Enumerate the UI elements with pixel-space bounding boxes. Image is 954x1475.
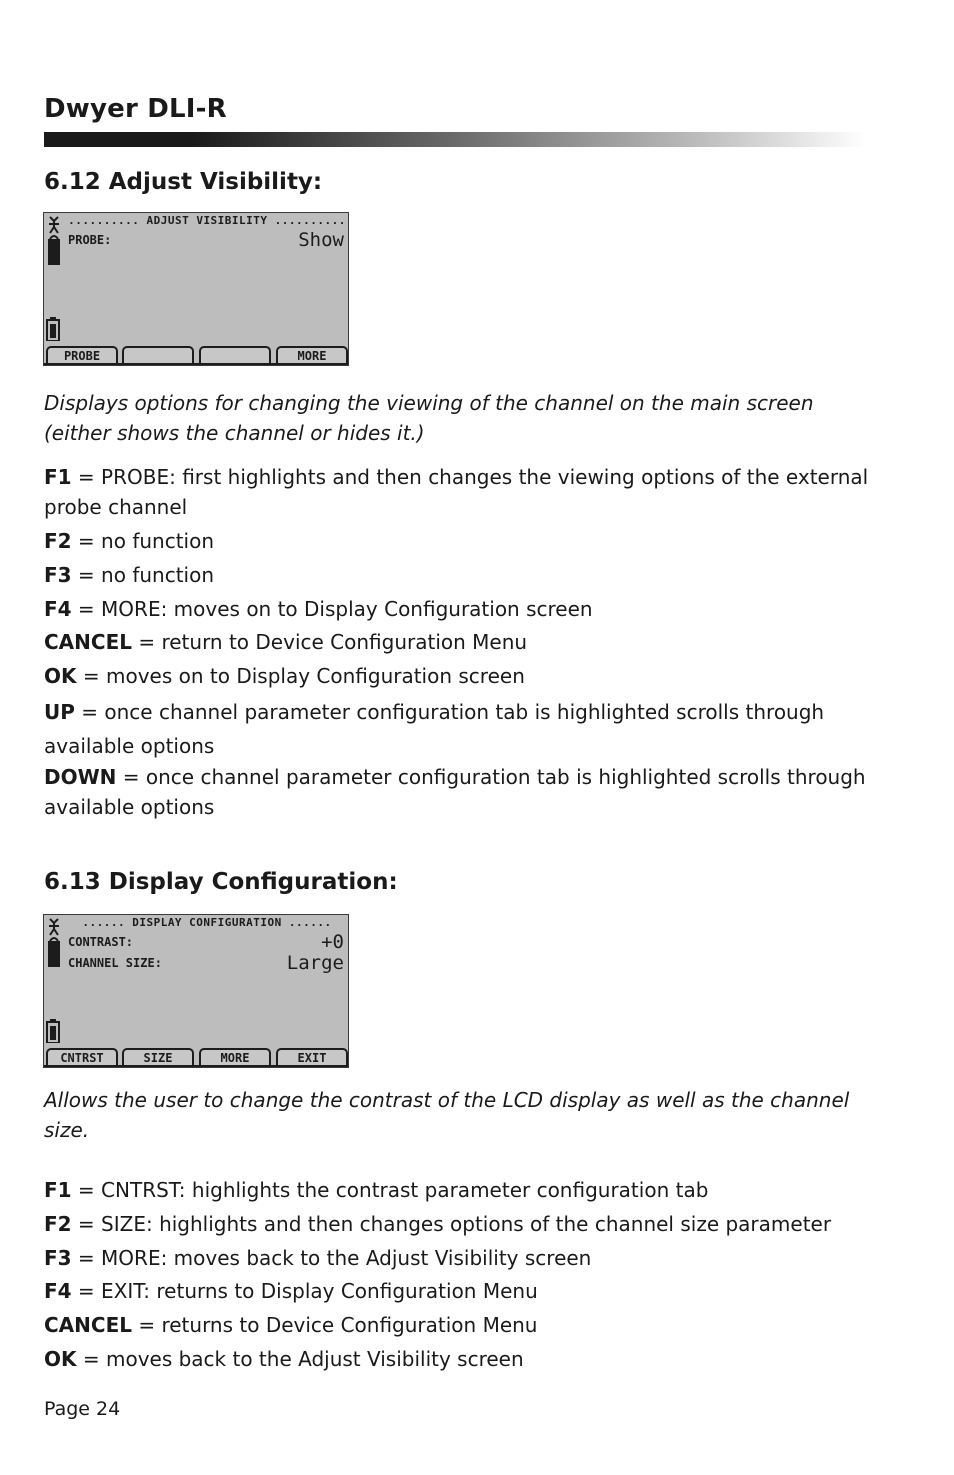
section-title-display-configuration: 6.13 Display Configuration: [44,869,398,895]
key-description [44,1276,874,1306]
softkey-baseline [44,1065,348,1067]
key-name: CANCEL [44,630,132,654]
key-description [44,695,874,763]
key-text: = SIZE: highlights and then changes options of the channel size parameter [71,1212,832,1236]
key-text: = moves back to the Adjust Visibility screen [76,1347,524,1371]
lcd-screen-adjust-visibility [43,212,349,366]
lcd-label: CHANNEL SIZE: [68,956,162,970]
softkey-f1[interactable]: PROBE [46,346,118,363]
key-description [44,594,874,624]
key-name: DOWN [44,765,117,789]
lcd-row-contrast [68,931,344,953]
lcd-row-channel-size [68,952,344,974]
probe-and-lock-icon [46,917,62,967]
softkey-f3[interactable] [199,346,271,363]
lcd-title: .......... ADJUST VISIBILITY .......... [68,214,346,227]
key-text: = MORE: moves back to the Adjust Visibility screen [71,1246,592,1270]
key-description [44,1243,874,1273]
key-text: = PROBE: first highlights and then changes the viewing options of the external probe channel [44,465,869,519]
key-name: F1 [44,465,72,489]
key-text: = no function [71,563,215,587]
battery-icon [46,1019,60,1043]
lcd-value: +0 [321,931,344,953]
lcd-label: CONTRAST: [68,935,134,949]
lcd-row-probe [68,229,344,251]
key-name: F2 [44,529,72,553]
key-name: F2 [44,1212,72,1236]
key-description [44,762,874,822]
key-name: OK [44,1347,77,1371]
key-description [44,526,874,556]
header-gradient-bar [44,132,866,147]
section-description: Displays options for changing the viewing of the channel on the main screen (either shows the channel or hides it.) [44,391,814,445]
page-number: Page 24 [44,1398,121,1420]
lcd-title: ...... DISPLAY CONFIGURATION ...... [82,916,332,929]
probe-and-lock-icon [46,215,62,265]
key-text: = CNTRST: highlights the contrast parameter configuration tab [71,1178,709,1202]
key-name: F4 [44,1279,72,1303]
key-text: = moves on to Display Configuration screen [76,664,525,688]
key-name: F3 [44,563,72,587]
lcd-softkey-bar [44,346,348,365]
key-text: = MORE: moves on to Display Configuration screen [71,597,593,621]
softkey-f2[interactable] [122,346,194,363]
lcd-screen-display-configuration [43,914,349,1068]
key-name: OK [44,664,77,688]
lcd-softkey-bar [44,1048,348,1067]
lcd-label: PROBE: [68,233,112,247]
softkey-f1[interactable]: CNTRST [46,1048,118,1065]
key-name: UP [44,700,75,724]
lcd-value: Show [298,229,344,251]
key-name: F1 [44,1178,72,1202]
key-description [44,1209,874,1239]
key-text: = EXIT: returns to Display Configuration Menu [71,1279,538,1303]
key-name: CANCEL [44,1313,132,1337]
key-description [44,1175,874,1205]
section-description: Allows the user to change the contrast of the LCD display as well as the channel size. [44,1088,850,1142]
key-text: = returns to Device Configuration Menu [131,1313,538,1337]
section-title-adjust-visibility: 6.12 Adjust Visibility: [44,169,323,195]
key-description [44,560,874,590]
key-description [44,462,874,522]
key-text: = return to Device Configuration Menu [131,630,528,654]
key-name: F4 [44,597,72,621]
softkey-baseline [44,363,348,365]
softkey-f4[interactable]: MORE [276,346,348,363]
key-description [44,1344,874,1374]
key-description [44,1310,874,1340]
key-text: = once channel parameter configuration tab is highlighted scrolls through available options [44,700,825,758]
softkey-f2[interactable]: SIZE [122,1048,194,1065]
key-text: = no function [71,529,215,553]
key-text: = once channel parameter configuration tab is highlighted scrolls through available options [44,765,866,819]
softkey-f3[interactable]: MORE [199,1048,271,1065]
key-description [44,661,874,691]
document-header-title: Dwyer DLI-R [44,94,227,124]
softkey-f4[interactable]: EXIT [276,1048,348,1065]
lcd-value: Large [286,952,344,974]
key-description [44,627,874,657]
battery-icon [46,317,60,341]
key-name: F3 [44,1246,72,1270]
